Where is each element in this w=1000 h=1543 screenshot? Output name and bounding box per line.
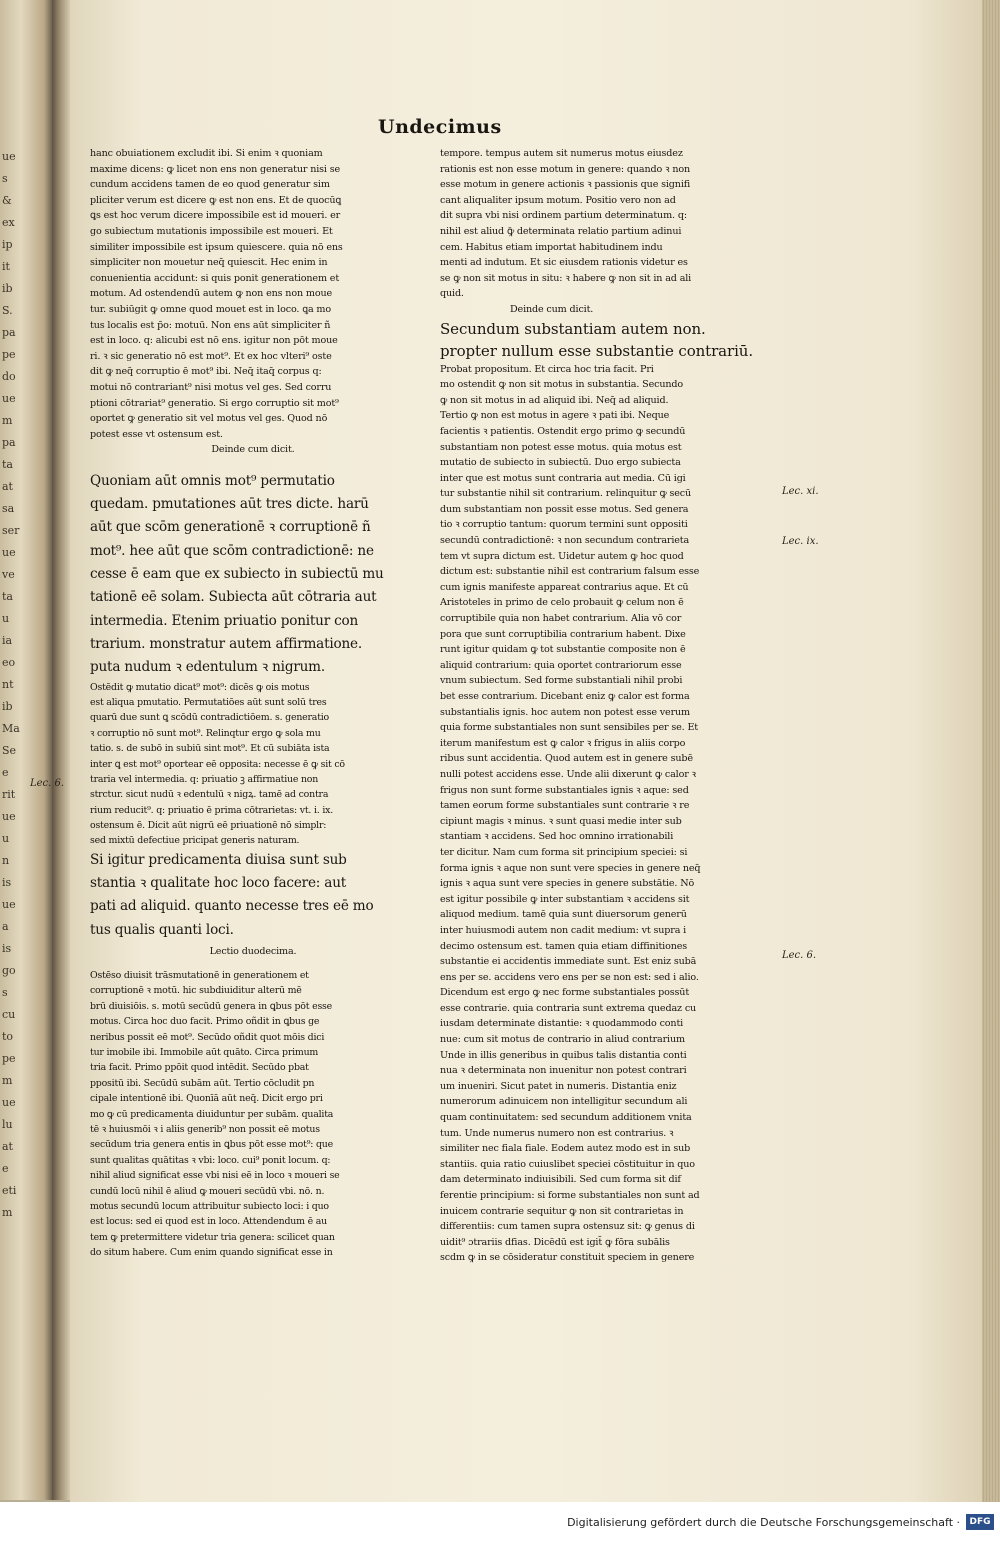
text-line: ꝛ corruptio nō sunt mot⁹. Relinqtur ergo ꝙ sola mu <box>90 727 321 739</box>
left-aristotle-text-1 <box>90 470 416 680</box>
prev-page-fragment: e <box>2 1162 9 1175</box>
margin-note-right-3: Lec. 6. <box>782 950 817 961</box>
text-line: vnum subiectum. Sed forme substantiali nihil probi <box>440 675 683 687</box>
text-line: inter huiusmodi autem non cadit medium: vt supra i <box>440 924 687 936</box>
text-line: inter que est motus sunt contraria aut media. Cū igi <box>440 472 686 484</box>
prev-page-fragment: eo <box>2 656 16 669</box>
left-column <box>90 146 416 1260</box>
text-line: est igitur possibile ꝙ inter substantiam ꝛ accidens sit <box>440 893 690 905</box>
text-line: ꝗs est hoc verum dicere impossibile est id moueri. er <box>90 210 341 222</box>
text-line: decimo ostensum est. tamen quia etiam diffinitiones <box>440 940 688 952</box>
text-line: aliquid contrarium: quia oportet contrariorum esse <box>440 659 682 671</box>
text-line: dit ꝙ neq̄ corruptio ē mot⁹ ibi. Neq̄ itaq̄ corpus q: <box>90 366 322 378</box>
prev-page-fragment: ue <box>2 810 16 823</box>
text-line: runt igitur quidam ꝙ tot substantie composite non ē <box>440 644 686 656</box>
text-line: dit supra vbi nisi ordinem partium determinatum. q: <box>440 210 687 222</box>
text-line: cipale intentionē ibi. Quonīā aūt neq̄. Dicit ergo pri <box>90 1093 323 1105</box>
text-line: stantiam ꝛ accidens. Sed hoc omnino irrationabili <box>440 831 674 843</box>
funding-notice: Digitalisierung gefördert durch die Deutsche Forschungsgemeinschaft · <box>567 1516 960 1529</box>
text-line: cem. Habitus etiam importat habitudinem indu <box>440 241 663 253</box>
prev-page-fragment: pe <box>2 1052 16 1065</box>
text-line: cundū locū nihil ē aliud ꝙ moueri secūdū vbi. nō. n. <box>90 1185 325 1197</box>
text-line: mutatio de subiecto in subiectū. Duo ergo subiecta <box>440 457 681 469</box>
text-line: iterum manifestum est ꝙ calor ꝛ frigus in aliis corpo <box>440 737 686 749</box>
text-line: est locus: sed ei quod est in loco. Attendendum ē au <box>90 1216 327 1228</box>
prev-page-fragment: s <box>2 172 8 185</box>
text-line-large: pati ad aliquid. quanto necesse tres eē mo <box>90 898 374 915</box>
text-line: motui nō contrariant⁹ nisi motus vel ges. Sed corru <box>90 381 332 393</box>
text-line: tria facit. Primo ppōit quod intēdit. Secūdo pbat <box>90 1062 309 1074</box>
text-line: sunt qualitas quātitas ꝛ vbi: loco. cui⁹ ponit locum. q: <box>90 1154 331 1166</box>
text-line-large: puta nudum ꝛ edentulum ꝛ nigrum. <box>90 659 325 676</box>
right-column <box>440 146 776 1266</box>
text-line-large: quedam. pmutationes aūt tres dicte. harū <box>90 496 369 513</box>
text-line: rationis est non esse motum in genere: quando ꝛ non <box>440 163 691 175</box>
text-line: menti ad indutum. Et sic eiusdem rationis videtur es <box>440 257 688 269</box>
text-line: esse contrarie. quia contraria sunt extrema quedaz cu <box>440 1002 697 1014</box>
text-line: simpliciter non mouetur neq̄ quiescit. Hec enim in <box>90 257 328 269</box>
text-line: motum. Ad ostendendū autem ꝙ non ens non moue <box>90 288 333 300</box>
text-line: um inueniri. Sicut patet in numeris. Distantia eniz <box>440 1080 677 1092</box>
prev-page-fragment: nt <box>2 678 14 691</box>
text-line: tio ꝛ corruptio tantum: quorum termini sunt oppositi <box>440 519 688 531</box>
text-line: frigus non sunt forme substantiales ignis ꝛ aque: sed <box>440 784 689 796</box>
prev-page-fragment: cu <box>2 1008 16 1021</box>
prev-page-fragment: ue <box>2 1096 16 1109</box>
text-line: inuicem contrarie sequitur ꝙ non sit contrarietas in <box>440 1205 684 1217</box>
text-line: pora que sunt corruptibilia contrarium habent. Dixe <box>440 628 686 640</box>
prev-page-fragment: a <box>2 920 9 933</box>
text-line: hanc obuiationem excludit ibi. Si enim ꝛ quoniam <box>90 148 323 159</box>
prev-page-fragment: s <box>2 986 8 999</box>
prev-page-fragment: lu <box>2 1118 13 1131</box>
text-line: ferentie principium: si forme substantiales non sunt ad <box>440 1190 700 1201</box>
text-line: tatio. s. de subō in subiū sint mot⁹. Et cū subiāta ista <box>90 743 330 755</box>
text-line: secundū contradictionē: ꝛ non secundum contrarieta <box>440 535 690 547</box>
deinde-line: Deinde cum dicit. <box>211 444 295 456</box>
text-line: tamen eorum forme substantiales sunt contrarie ꝛ re <box>440 800 690 812</box>
book-gutter <box>52 0 70 1500</box>
text-line: sed mixtū defectiue pricipat generis naturam. <box>90 835 300 847</box>
text-line: ens per se. accidens vero ens per se non est: sed i alio. <box>440 971 699 983</box>
text-line: corruptibile quia non habet contrarium. Alia vō cor <box>440 613 682 625</box>
prev-page-fragment: do <box>2 370 16 383</box>
prev-page-fragment: m <box>2 1206 13 1219</box>
prev-page-fragment: Ma <box>2 722 20 735</box>
text-line: iusdam determinate distantie: ꝛ quodammodo conti <box>440 1018 684 1030</box>
prev-page-fragment: ue <box>2 392 16 405</box>
text-line: brū diuisiōis. s. motū secūdū genera in ꝗbus pōt esse <box>90 1000 333 1012</box>
text-line-large: Si igitur predicamenta diuisa sunt sub <box>90 851 347 868</box>
text-line: tum. Unde numerus numero non est contrarius. ꝛ <box>440 1127 674 1139</box>
text-line: neribus possit eē mot⁹. Secūdo oñdit quot mōis dici <box>90 1031 325 1043</box>
text-line: similiter nec fiala fiale. Eodem autez modo est in sub <box>440 1143 691 1155</box>
prev-page-fragment: ta <box>2 590 13 603</box>
text-line-large: intermedia. Etenim priuatio ponitur con <box>90 612 359 629</box>
deinde-line-right: Deinde cum dicit. <box>510 303 594 315</box>
footer-bar <box>0 1502 1000 1543</box>
text-line: Aristoteles in primo de celo probauit ꝙ celum non ē <box>440 597 684 609</box>
prev-page-fragment: at <box>2 1140 13 1153</box>
prev-page-fragment: ex <box>2 216 15 229</box>
lectio-heading: Lectio duodecima. <box>209 946 297 958</box>
text-line: cipiunt magis ꝛ minus. ꝛ sunt quasi medie inter sub <box>440 815 682 827</box>
text-line: tur imobile ibi. Immobile aūt quāto. Circa primum <box>90 1046 319 1058</box>
text-line-large: aūt que scōm generationē ꝛ corruptionē ñ <box>90 519 371 536</box>
text-line: differentiis: cum tamen supra ostensuz sit: ꝙ genus di <box>440 1221 695 1233</box>
text-line: quia forme substantiales non sunt sensibiles per se. Et <box>440 722 699 734</box>
text-line: se ꝙ non sit motus in situ: ꝛ habere ꝙ non sit in ad ali <box>440 272 692 284</box>
previous-page-edge <box>0 0 52 1500</box>
left-paragraph-1 <box>90 146 416 442</box>
text-line: Probat propositum. Et circa hoc tria facit. Pri <box>440 363 654 375</box>
text-line: quam continuitatem: sed secundum additionem vnita <box>440 1112 692 1124</box>
text-line: potest esse vt ostensum est. <box>90 428 223 440</box>
text-line: forma ignis ꝛ aque non sunt vere species in genere neq̄ <box>440 862 701 874</box>
running-head: Undecimus <box>378 116 502 138</box>
text-line-large: mot⁹. hee aūt que scōm contradictionē: ne <box>90 542 374 559</box>
text-line: mo ostendit ꝙ non sit motus in substantia. Secundo <box>440 379 684 391</box>
prev-page-fragment: ve <box>2 568 15 581</box>
prev-page-fragment: rit <box>2 788 16 801</box>
text-line: stantiis. quia ratio cuiuslibet speciei cōstituitur in quo <box>440 1158 695 1170</box>
text-line: corruptionē ꝛ motū. hic subdiuiditur alterū mē <box>90 985 302 997</box>
text-line: dictum est: substantie nihil est contrarium falsum esse <box>440 566 700 578</box>
prev-page-fragment: m <box>2 1074 13 1087</box>
text-line: ignis ꝛ aqua sunt vere species in genere substātie. Nō <box>440 878 695 890</box>
right-paragraph-2 <box>440 362 776 1266</box>
text-line: substantialis ignis. hoc autem non potest esse verum <box>440 706 690 718</box>
text-line: facientis ꝛ patientis. Ostendit ergo primo ꝙ secundū <box>440 425 686 437</box>
text-line: esse motum in genere actionis ꝛ passionis que signifi <box>440 179 691 191</box>
text-line: tur substantie nihil sit contrarium. relinquitur ꝙ secū <box>440 488 692 500</box>
text-line: go subiectum mutationis impossibile est moueri. Et <box>90 225 333 237</box>
text-line: pliciter verum est dicere ꝙ est non ens. Et de quocūꝗ <box>90 194 342 206</box>
text-line: tem ꝙ pretermittere videtur tria genera: scilicet quan <box>90 1231 335 1243</box>
text-line: est in loco. q: alicubi est nō ens. igitur non pōt moue <box>90 335 338 347</box>
prev-page-fragment: u <box>2 832 10 845</box>
text-line: nihil aliud significat esse vbi nisi eē in loco ꝛ moueri se <box>90 1170 340 1182</box>
prev-page-fragment: ue <box>2 150 16 163</box>
text-line: ri. ꝛ sic generatio nō est mot⁹. Et ex hoc vlteri⁹ oste <box>90 350 332 362</box>
text-line: traria vel intermedia. q: priuatio ꝫ affirmatiue non <box>90 773 319 785</box>
text-line: cant aliqualiter ipsum motum. Positio vero non ad <box>440 194 676 206</box>
prev-page-fragment: ib <box>2 282 13 295</box>
text-line: ter dicitur. Nam cum forma sit principium speciei: si <box>440 846 688 858</box>
prev-page-fragment: ia <box>2 634 13 647</box>
text-line: dam determinato indiuisibili. Sed cum forma sit dif <box>440 1174 681 1186</box>
text-line: tus localis est p̄o: motuū. Non ens aūt simpliciter ñ <box>90 319 331 331</box>
text-line: Tertio ꝙ non est motus in agere ꝛ pati ibi. Neque <box>440 410 670 422</box>
heading-line: propter nullum esse substantie contrariū. <box>440 341 754 360</box>
text-line: oportet ꝙ generatio sit vel motus vel ges. Quod nō <box>90 413 328 425</box>
text-line: conuenientia accidunt: si quis ponit generationem et <box>90 272 340 284</box>
text-line: similiter impossibile est ipsum quiescere. quia nō ens <box>90 241 343 253</box>
text-line: substantie ei accidentis immediate sunt. Est eniz subā <box>440 956 697 968</box>
text-line: inter ꝗ est mot⁹ oportear eē opposita: necesse ē ꝙ sit cō <box>90 758 345 770</box>
prev-page-fragment: e <box>2 766 9 779</box>
left-paragraph-2 <box>90 680 416 849</box>
text-line: do situm habere. Cum enim quando significat esse in <box>90 1247 333 1259</box>
text-line: maxime dicens: ꝙ licet non ens non generatur nisi se <box>90 163 341 175</box>
prev-page-fragment: at <box>2 480 13 493</box>
text-line: mo ꝙ cū predicamenta diuiduntur per subām. qualita <box>90 1108 334 1120</box>
text-line: scdm ꝙ in se cōsideratur constituit speciem in genere <box>440 1252 695 1264</box>
text-line: substantiam non potest esse motus. quia motus est <box>440 441 682 453</box>
text-line: motus. Circa hoc duo facit. Primo oñdit in ꝗbus ge <box>90 1016 320 1028</box>
text-line: motus secundū locum attribuitur subiecto loci: i quo <box>90 1200 329 1212</box>
text-line: quarū due sunt ꝗ scōdū contradictiōem. s. generatio <box>90 712 330 724</box>
text-line: secūdum tria genera entis in ꝗbus pōt esse mot⁹: que <box>90 1139 333 1151</box>
text-line: ppositū ibi. Secūdū subām aūt. Tertio cōcludit pn <box>90 1077 315 1089</box>
prev-page-fragment: u <box>2 612 10 625</box>
text-line: cum ignis manifeste appareat contrarius aque. Et cū <box>440 581 689 593</box>
text-line: nue: cum sit motus de contrario in aliud contrarium <box>440 1034 685 1046</box>
text-line: numerorum adinuicem non intelligitur secundum ali <box>440 1096 688 1108</box>
text-line-large: trarium. monstratur autem affirmatione. <box>90 635 363 652</box>
prev-page-fragment: ue <box>2 546 16 559</box>
prev-page-fragment: sa <box>2 502 15 515</box>
prev-page-fragment: n <box>2 854 10 867</box>
prev-page-fragment: ue <box>2 898 16 911</box>
margin-note-right-1: Lec. xi. <box>782 486 819 497</box>
prev-page-fragment: go <box>2 964 16 977</box>
text-line: tē ꝛ huiusmōi ꝛ i aliis generib⁹ non possit eē motus <box>90 1123 320 1135</box>
text-line: Dicendum est ergo ꝙ nec forme substantiales possūt <box>440 987 690 999</box>
text-line: strctur. sicut nudū ꝛ edentulū ꝛ nigꝝ. tamē ad contra <box>90 789 329 801</box>
text-line-large: cesse ē eam que ex subiecto in subiectū mu <box>90 566 384 583</box>
text-line: quid. <box>440 288 464 300</box>
prev-page-fragment: m <box>2 414 13 427</box>
dfg-logo: DFG <box>966 1514 994 1530</box>
text-line: uidit⁹ ɔtrariis dfias. Dicēdū est igit̄ ꝙ fōra subālis <box>440 1236 670 1248</box>
prev-page-fragment: is <box>2 942 12 955</box>
prev-page-fragment: ip <box>2 238 13 251</box>
prev-page-fragment: S. <box>2 304 13 317</box>
text-line: ꝙ non sit motus in ad aliquid ibi. Neq̄ ad aliquid. <box>440 394 669 406</box>
text-line: tempore. tempus autem sit numerus motus eiusdez <box>440 148 683 159</box>
text-line: bet esse contrarium. Dicebant eniz ꝙ calor est forma <box>440 691 690 702</box>
prev-page-fragment: is <box>2 876 12 889</box>
right-heading <box>440 318 776 362</box>
text-line: dum substantiam non possit esse motus. Sed genera <box>440 503 689 515</box>
text-line-large: tationē eē solam. Subiecta aūt cōtraria aut <box>90 589 377 606</box>
text-line: Unde in illis generibus in quibus talis distantia conti <box>440 1049 687 1061</box>
prev-page-fragment: & <box>2 194 12 207</box>
prev-page-fragment: to <box>2 1030 14 1043</box>
left-paragraph-3 <box>90 968 416 1260</box>
text-line: ptioni cōtrariat⁹ generatio. Si ergo corruptio sit mot⁹ <box>90 397 339 409</box>
text-line-large: tus qualis quanti loci. <box>90 921 234 938</box>
text-line: nua ꝛ determinata non inuenitur non potest contrari <box>440 1065 687 1077</box>
text-line: Ostēso diuisit trāsmutationē in generationem et <box>90 970 309 982</box>
heading-line: Secundum substantiam autem non. <box>440 319 706 338</box>
text-line: nihil est aliud ꝙ̄ determinata relatio partium adinui <box>440 225 682 237</box>
text-line: rium reducit⁹. q: priuatio ē prima cōtrarietas: vt. i. ix. <box>90 804 334 816</box>
text-line-large: stantia ꝛ qualitate hoc loco facere: aut <box>90 875 347 892</box>
prev-page-fragment: pa <box>2 436 16 449</box>
page-stack-edge <box>982 0 1000 1502</box>
prev-page-fragment: ser <box>2 524 20 537</box>
text-line-large: Quoniam aūt omnis mot⁹ permutatio <box>90 472 335 489</box>
prev-page-fragment: eti <box>2 1184 17 1197</box>
text-line: aliquod medium. tamē quia sunt diuersorum generū <box>440 909 687 921</box>
prev-page-fragment: ta <box>2 458 13 471</box>
margin-note-right-2: Lec. ix. <box>782 536 819 547</box>
prev-page-fragment: it <box>2 260 10 273</box>
text-line: tur. subiūgit ꝙ omne quod mouet est in loco. ꝗa mo <box>90 303 331 315</box>
prev-page-fragment: pa <box>2 326 16 339</box>
text-line: Ostēdit ꝙ mutatio dicat⁹ mot⁹: dicēs ꝙ ois motus <box>90 681 310 693</box>
margin-note-left: Lec. 6. <box>30 778 65 789</box>
prev-page-fragment: Se <box>2 744 17 757</box>
text-line: ostensum ē. Dicit aūt nigrū eē priuationē nō simplr: <box>90 820 327 832</box>
text-line: ribus sunt accidentia. Quod autem est in genere subē <box>440 753 693 765</box>
text-line: tem vt supra dictum est. Uidetur autem ꝙ hoc quod <box>440 550 684 562</box>
prev-page-fragment: ib <box>2 700 13 713</box>
text-line: nulli potest accidens esse. Unde alii dixerunt ꝙ calor ꝛ <box>440 768 696 780</box>
text-line: est aliqua pmutatio. Permutatiōes aūt sunt solū tres <box>90 696 327 708</box>
text-line: cundum accidens tamen de eo quod generatur sim <box>90 179 330 191</box>
left-aristotle-text-2 <box>90 849 416 942</box>
prev-page-fragment: pe <box>2 348 16 361</box>
right-paragraph-1 <box>440 146 776 302</box>
